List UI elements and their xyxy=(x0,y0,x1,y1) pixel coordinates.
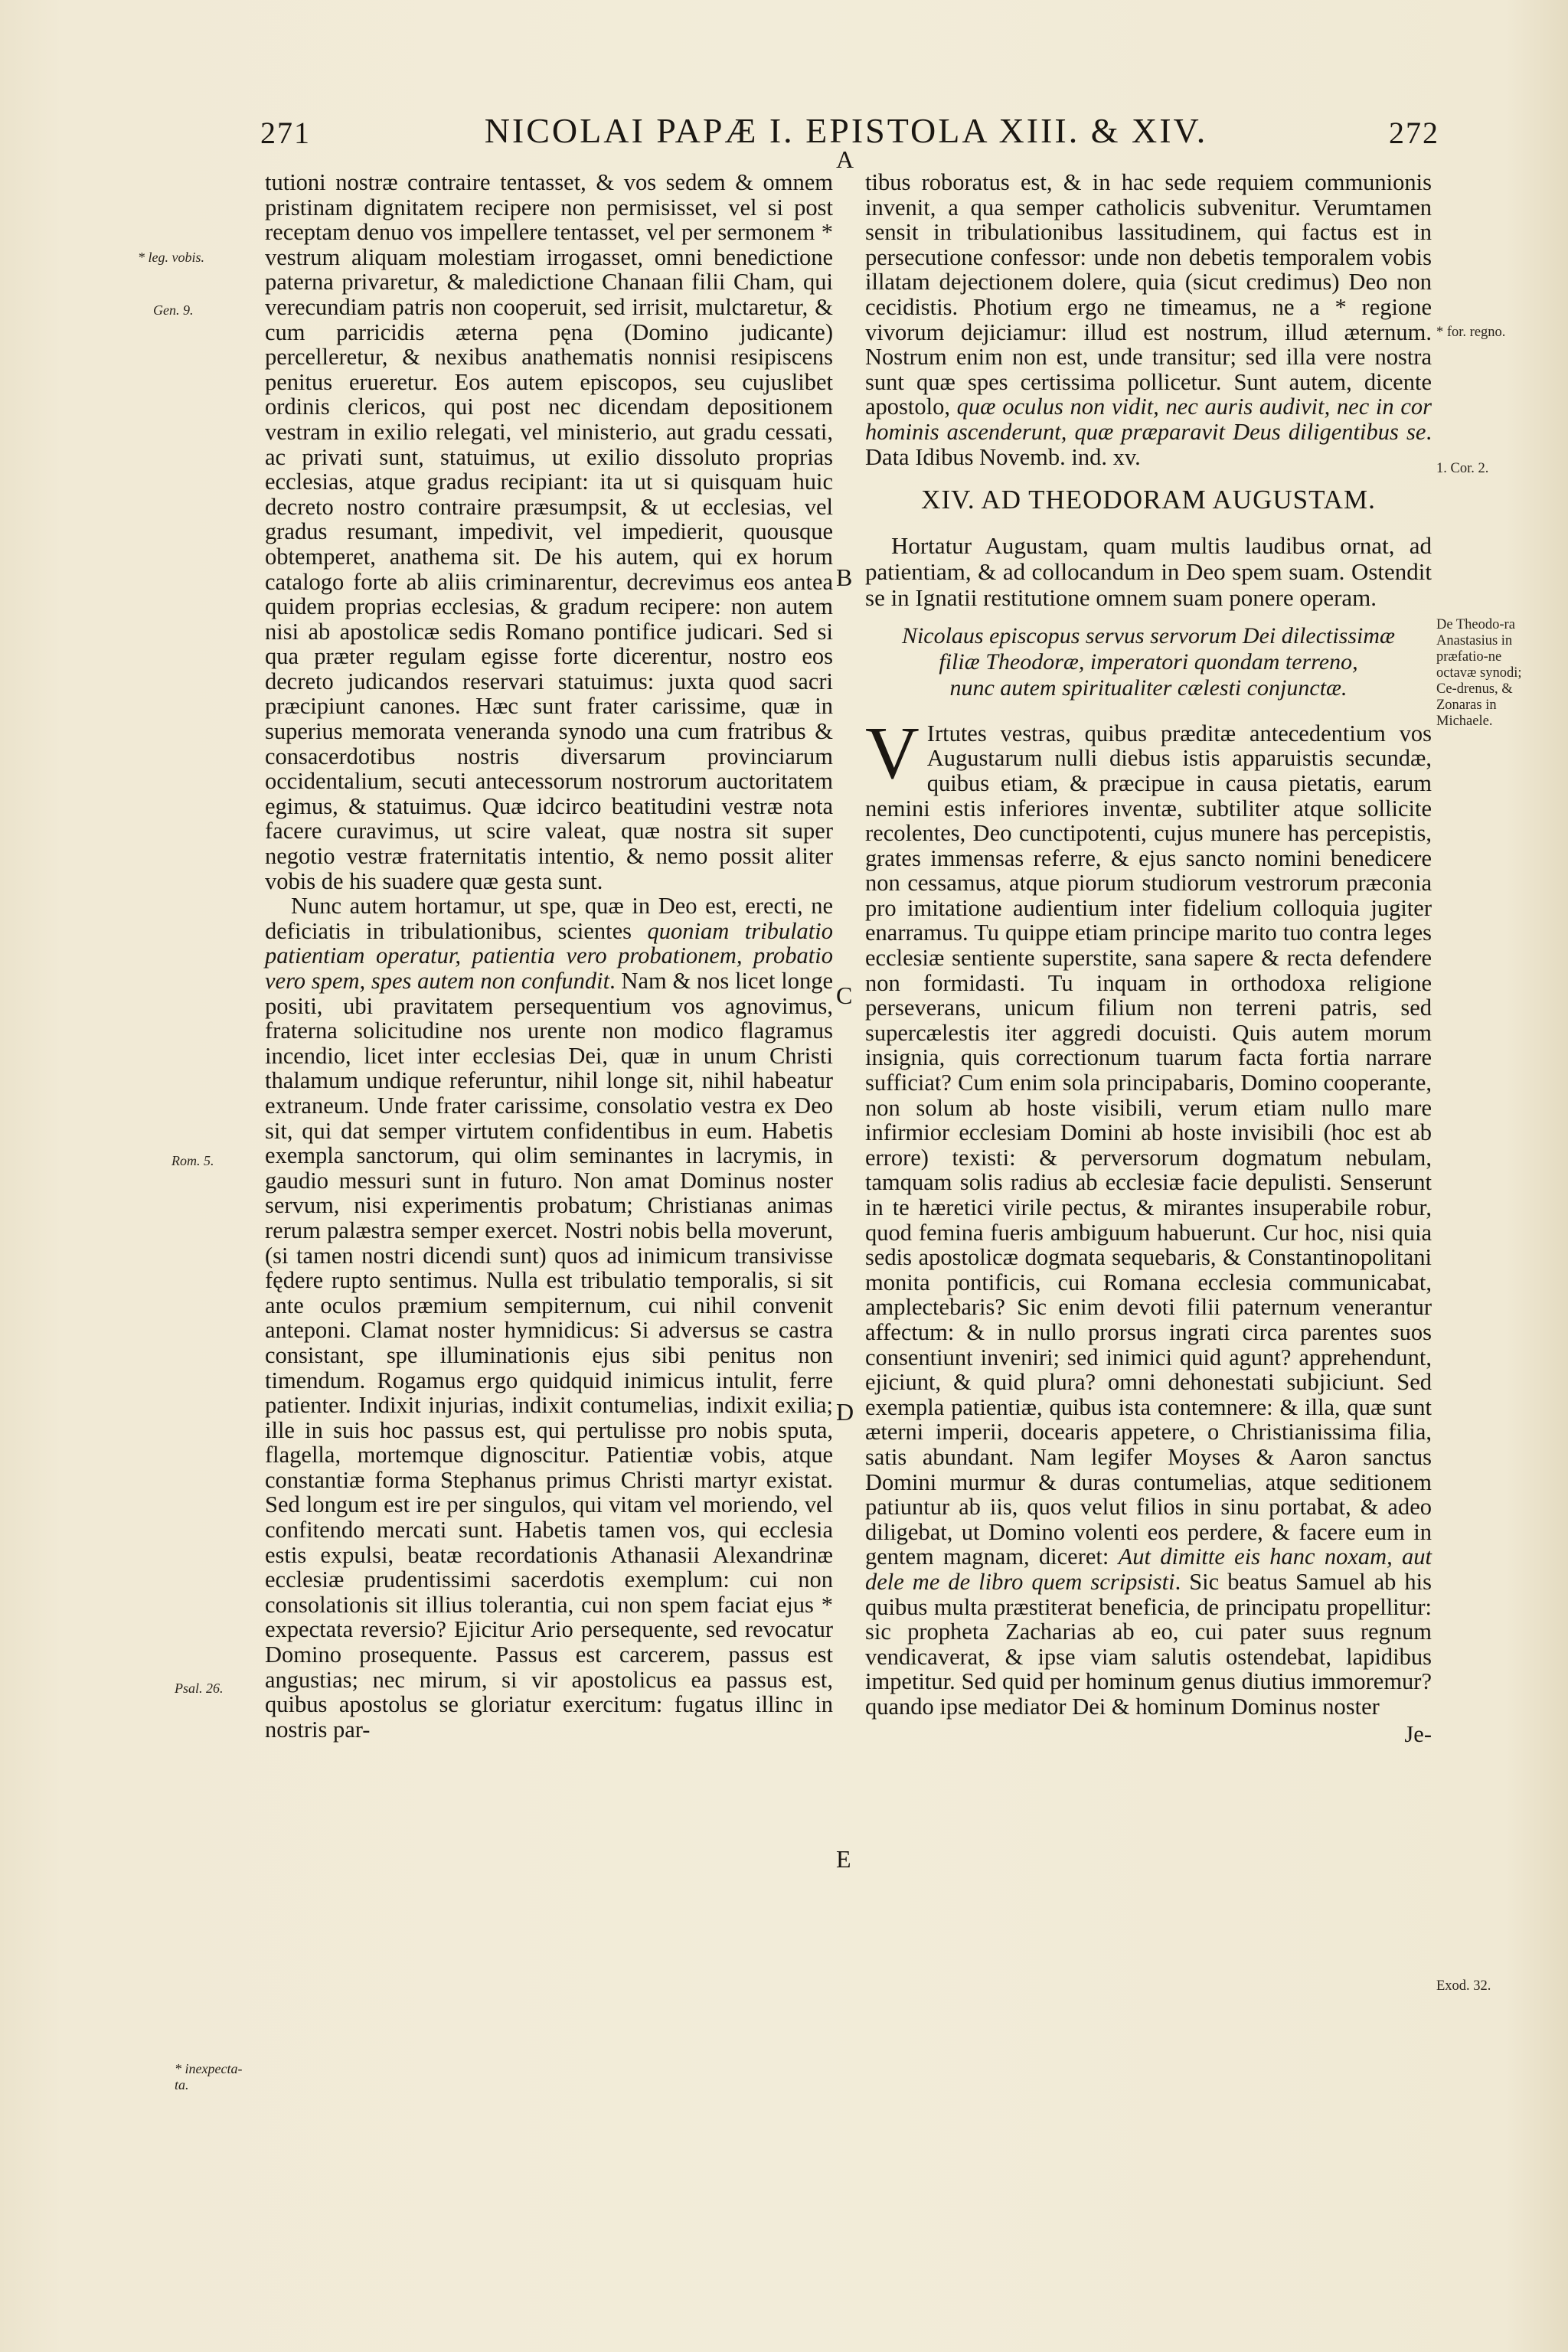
drop-cap: V xyxy=(865,711,920,795)
section-marker-a: A xyxy=(836,145,854,173)
margin-note-psal-26: Psal. 26. xyxy=(175,1681,224,1696)
salutation xyxy=(865,623,1432,701)
left-paragraph-2-start: Nunc autem hortamur, ut spe, quæ in Deo est, erecti, ne deficiatis in tribulationibus, scientes xyxy=(265,893,833,944)
running-title: NICOLAI PAPÆ I. EPISTOLA XIII. & XIV. xyxy=(484,111,1208,150)
right-paragraph-2-rest: . Sic beatus Samuel ab his quibus multa præstiterat beneficia, de principatu propellitur: sic propheta Zacharias ab eo, cui pater suus regnum vendicaverat, & ipse viam salutis ostendebat, lapidibus impetitur. Sed quid per hominum genus diutius immoremur? quando ipse mediator Dei & hominum Dominus noster xyxy=(865,1568,1432,1720)
left-paragraph-2-quote: quoniam tribulatio patientiam operatur, patientia vero probationem, probatio vero spem, spes autem non confundit xyxy=(265,917,833,994)
right-paragraph-1-start: tibus roboratus est, & in hac sede requiem communionis invenit, a qua semper catholicis subvenitur. Verumtamen sensit in tribulationibus lassitudinem, qui factus est in persecutione confessor: unde non debetis temporalem vobis illatam dejectionem dolere, quia (sicut credimus) Deo non cecidistis. Photium ergo ne timeamus, ne a * regione vivorum dejiciamur: illud est nostrum, illud æternum. Nostrum enim non est, unde transitur; sed illa vere nostra sunt quæ spes certissima pollicetur. Sunt autem, dicente apostolo, xyxy=(865,169,1432,420)
left-paragraph-1: tutioni nostræ contraire tentasset, & vos sedem & omnem pristinam dignitatem recipere non permisisset, vel si post receptam denuo vos impellere tentasset, vel per sermonem * vestrum aliquam molestiam irrogasset, omni benedictione paterna privaretur, & maledictione Chanaan filii Cham, qui verecundiam patris non cooperuit, sed irrisit, mulctaretur, & cum parricidis æterna pęna (Domino judicante) percelleretur, & nexibus anathematis nonnisi resipiscens penitus erueretur. Eos autem episcopos, seu cujuslibet ordinis clericos, qui post nec dicendam depositionem vestram in exilio relegati, vel ministerio, aut gradu cessati, ac privati sunt, statuimus, ut exilio dissoluto proprias ecclesias, atque gradus recipiant: ita ut si quisquam huic decreto nostro contraire præsumpsit, & ut ecclesias, vel gradus resumant, impedivit, vel impedierit, quousque obtemperet, anathema sit. De his autem, qui ex horum catalogo forte ab aliis criminarentur, decrevimus eos antea quidem proprias ecclesias, & gradum recipere: non autem nisi ab apostolicæ sedis Romano pontifice judicari. Sed si qua præter regulam egisse forte dicerentur, nostro eos decreto judicandos reservari statuimus: juxta quod sacri præcipiunt canones. Hæc sunt frater carissime, quæ in superius memorata veneranda synodo una cum fratribus & consacerdotibus nostris diversarum provinciarum occidentalium, secuti antecessorum nostrorum auctoritatem egimus, & statuimus. Quæ idcirco beatitudini vestræ nota facere curavimus, ut scire valeat, quæ nostra sit super negotio vestræ fraternitatis intentio, & nemo possit aliter vobis de his suadere quæ gesta sunt. xyxy=(265,169,833,894)
right-paragraph-1-end: . Data Idibus Novemb. ind. xv. xyxy=(865,418,1432,470)
left-paragraph-2-rest: . Nam & nos licet longe positi, ubi pravitatem persequentium vos agnovimus, fraterna solicitudine nos urente non modico flagramus incendio, licet inter ecclesias Dei, quæ in unum Christi thalamum undique referuntur, nihil longe sit, nihil habeatur extraneum. Unde frater carissime, consolatio vestra ex Deo sit, qui dat semper virtutem confidentibus in eum. Habetis exempla sanctorum, qui olim seminantes in lacrymis, in gaudio messuri sunt in futuro. Non amat Dominus noster servum, nisi experimentis probatum; Christianas animas rerum palæstra semper exercet. Nostri nobis bella moverunt, (si tamen nostri dicendi sunt) quos ad inimicum transivisse fędere rupto sentimus. Nulla est tribulatio temporalis, si sit ante oculos præmium sempiternum, cui nihil convenit anteponi. Clamat noster hymnidicus: Si adversus se castra consistant, spe illuminationis ejus sibi penitus non timendum. Rogamus ergo quidquid inimicus intulit, ferre patienter. Indixit injurias, indixit contumelias, indixit exilia; ille in suis hoc passus est, qui pertulisse pro nobis sputa, flagella, mortemque dignoscitur. Patientiæ vobis, atque constantiæ forma Stephanus primus Christi martyr existat. Sed longum est ire per singulos, qui vitam vel moriendo, vel confitendo mercati sunt. Habetis tamen vos, qui ecclesia estis expulsi, beatæ recordationis Athanasii Alexandrinæ ecclesiæ prudentissimi sacerdotis exemplum: cui non consolationis sit illius tolerantia, cui non spem faciat ejus * expectata reversio? Ejicitur Ario persequente, sed revocatur Domino prosequente. Passus est carcerem, passus est angustias; nec mirum, si vir apostolicus ea passus est, quibus apostolus se gloriatur exercitum: fugatus illinc in nostris par- xyxy=(265,968,833,1743)
salutation-line-1: Nicolaus episcopus servus servorum Dei dilectissimæ xyxy=(901,622,1396,648)
margin-note-gen-9: Gen. 9. xyxy=(153,302,194,318)
page-number-right: 272 xyxy=(1389,116,1439,150)
section-marker-b: B xyxy=(836,564,853,591)
section-title: XIV. AD THEODORAM AUGUSTAM. xyxy=(921,485,1376,515)
letter-summary: Hortatur Augustam, quam multis laudibus ornat, ad patientiam, & ad collocandum in Deo spem suam. Ostendit se in Ignatii restitutione omnem suam ponere operam. xyxy=(865,531,1432,611)
left-column xyxy=(265,170,833,1742)
catchword: Je- xyxy=(1404,1721,1432,1748)
margin-note-1-cor-2: 1. Cor. 2. xyxy=(1436,461,1489,476)
right-paragraph-2-quote: Aut dimitte eis hanc noxam, aut dele me de libro quem scripsisti xyxy=(865,1544,1432,1595)
salutation-line-2: filiæ Theodoræ, imperatori quondam terreno, xyxy=(939,648,1358,675)
margin-note-de-theodora: De Theodo-ra Anastasius in præfatio-ne octavæ synodi; Ce-drenus, & Zonaras in Michaele. xyxy=(1436,617,1522,729)
margin-note-leg-vobis: * leg. vobis. xyxy=(138,250,204,265)
margin-note-for-regno: * for. regno. xyxy=(1436,325,1506,340)
section-marker-c: C xyxy=(836,982,853,1009)
right-paragraph-2-start: Irtutes vestras, quibus præditæ antecedentium vos Augustarum nulli diebus istis apparuistis secundæ, quibus etiam, & præcipue in causa pietatis, earum nemini estis inferiores inventæ, subtiliter atque sollicite recolentes, Deo cunctipotenti, cujus munere has percepistis, grates immensas referre, & ejus sancto nomini benedicere non cessamus, atque piorum studiorum vestrorum præconia pro imitatione audientium inter fidelium colloquia jugiter enarramus. Tu quippe etiam principe marito tuo contra leges ecclesiæ sentiente superstite, sana sapere & recta defendere non formidasti. Tu inquam in orthodoxa religione perseverans, unicum filium non terreni patris, sed supercælestis iter aggredi docuisti. Quis autem morum insignia, quis correctionum tuarum facta fortia narrare sufficiat? Cum enim sola principabaris, Domino cooperante, non solum ab hoste visibili, verum etiam nullo mare infirmior ecclesiam Domini ab hoste invisibili (hoc est ab errore) texisti: & perversorum dogmatum nebulam, tamquam solis radius ab ecclesiæ facie depulisti. Senserunt in te hæretici virile pectus, & mirantes insuperabile robur, quod femina fueris ambiguum habuerunt. Cur hoc, nisi quia sedis apostolicæ dogmata sequebaris, & Constantinopolitani monita pontificis, cui Romana ecclesia communicabat, amplectebaris? Sic enim devoti filii paternum venerantur affectum: & in nullo prorsus ingrati circa parentes suos consentiunt inveniri; sed inimici quid agunt? apprehendunt, ejiciunt, & quid plura? omni dehonestati subjiciunt. Sed exempla patientiæ, quibus ista contemnere: & illa, quæ sunt æterni imperii, docearis appetere, o Christianissima filia, satis abundant. Nam legifer Moyses & Aaron sanctus Domini murmur & duras contumelias, atque seditionem patiuntur ab iis, quos velut filios in sinu portabat, & adeo diligebat, ut Domino volenti eos perdere, & facere eum in gentem magnam, diceret: xyxy=(865,720,1432,1570)
page-number-left: 271 xyxy=(260,116,311,150)
section-marker-e: E xyxy=(836,1845,851,1873)
margin-note-exod-32: Exod. 32. xyxy=(1436,1978,1491,1994)
section-marker-d: D xyxy=(836,1398,854,1426)
salutation-line-3: nunc autem spiritualiter cælesti conjunctæ. xyxy=(949,675,1348,701)
right-paragraph-1-quote: quæ oculus non vidit, nec auris audivit, nec in cor hominis ascenderunt, quæ præparavit Deus diligentibus se xyxy=(865,394,1432,445)
right-column xyxy=(865,170,1432,1747)
margin-note-rom-5: Rom. 5. xyxy=(172,1153,214,1168)
left-paragraph-2 xyxy=(265,893,833,1742)
right-paragraph-2 xyxy=(865,711,1432,1720)
margin-note-inexpectata: * inexpecta-ta. xyxy=(175,2061,243,2092)
right-paragraph-1 xyxy=(865,170,1432,469)
